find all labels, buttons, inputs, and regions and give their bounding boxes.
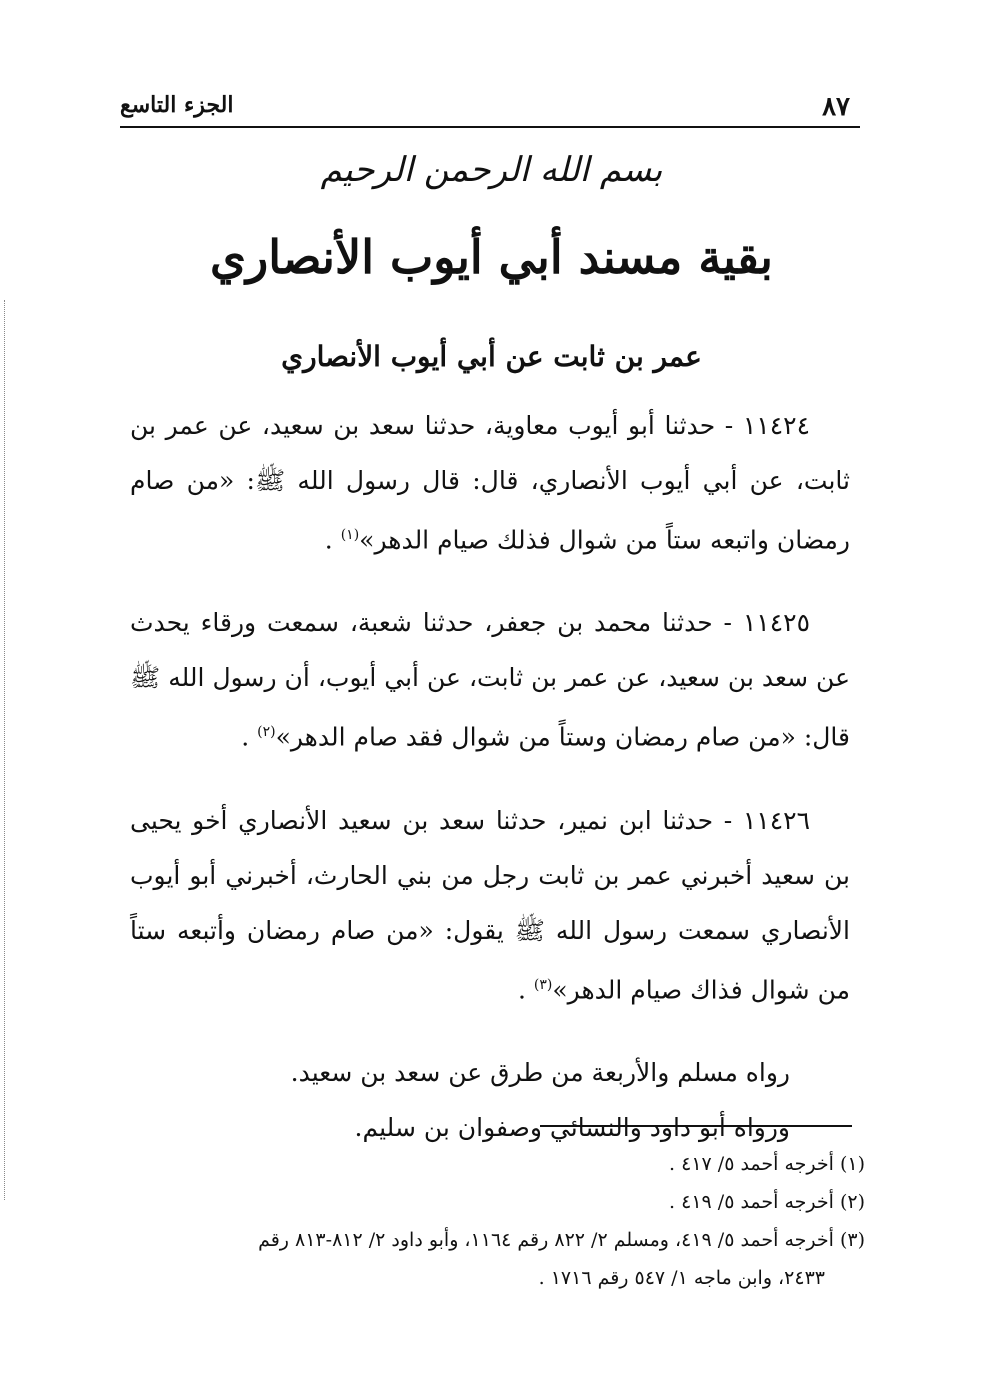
hadith-text: ١١٤٢٤ - حدثنا أبو أيوب معاوية، حدثنا سعد بن سعيد، عن عمر بن ثابت، عن أبي أيوب الأنصاري، قال: قال رسول الله ﷺ: «من صام رمضان واتبعه ستاً من شوال فذلك صيام الدهر» [130,411,850,555]
body-text [130,398,850,1155]
narration-note: رواه مسلم والأربعة من طرق عن سعد بن سعيد. [290,1057,790,1087]
hadith-text: ١١٤٢٥ - حدثنا محمد بن جعفر، حدثنا شعبة، سمعت ورقاء يحدث عن سعد بن سعيد، عن عمر بن ثابت، عن أبي أيوب، أن رسول الله ﷺ قال: «من صام رمضان وستاً من شوال فقد صام الدهر» [130,608,850,752]
hadith-end: . [241,722,258,752]
section-title: عمر بن ثابت عن أبي أيوب الأنصاري [281,340,702,373]
footnote-ref: (٢) [257,724,276,741]
hadith-11426 [130,793,850,1017]
hadith-11424 [130,398,850,567]
hadith-text: ١١٤٢٦ - حدثنا ابن نمير، حدثنا سعد بن سعيد الأنصاري أخو يحيى بن سعيد أخبرني عمر بن ثابت رجل من بني الحارث، أخبرني أبو أيوب الأنصاري سمعت رسول الله ﷺ يقول: «من صام رمضان وأتبعه ستاً من شوال فذاك صيام الدهر» [130,805,850,1004]
footnotes [130,1145,865,1297]
footnote-3-continued: ٢٤٣٣، وابن ماجه ١/ ٥٤٧ رقم ١٧١٦ . [538,1267,825,1289]
footnote-2: (٢) أخرجه أحمد ٥/ ٤١٩ . [669,1191,865,1213]
header-divider [120,126,860,128]
basmala: بسم الله الرحمن الرحيم [320,150,663,190]
page-number: ٨٧ [822,92,850,122]
narration-note: ورواه أبو داود والنسائي وصفوان بن سليم. [354,1112,790,1142]
margin-line [4,300,6,1200]
hadith-end: . [517,974,534,1004]
hadith-end: . [324,525,341,555]
part-title: الجزء التاسع [120,92,234,118]
footnote-3: (٣) أخرجه أحمد ٥/ ٤١٩، ومسلم ٢/ ٨٢٢ رقم ١١٦٤، وأبو داود ٢/ ٨١٢-٨١٣ رقم [258,1229,865,1251]
footnote-divider [540,1125,852,1127]
footnote-ref: (١) [340,527,360,543]
main-title: بقية مسند أبي أيوب الأنصاري [210,230,773,284]
hadith-11425 [130,595,850,764]
footnote-ref: (٣) [533,976,553,993]
footnote-1: (١) أخرجه أحمد ٥/ ٤١٧ . [669,1153,865,1175]
